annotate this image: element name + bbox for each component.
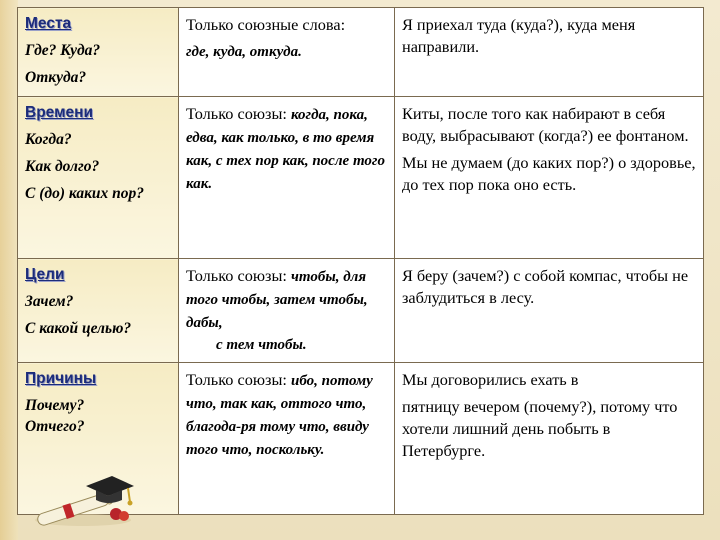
- connector-prefix: Только союзные слова:: [186, 15, 346, 34]
- clause-types-table: [17, 7, 704, 515]
- example-text: Мы не думаем (до каких пор?) о здоровье, до тех пор пока оно есть.: [402, 153, 696, 194]
- example-cell: [395, 259, 704, 363]
- connector-prefix: Только союзы:: [186, 370, 287, 389]
- connector-prefix: Только союзы:: [186, 266, 287, 285]
- example-text: Киты, после того как набирают в себя воду, выбрасывают (когда?) ее фонтаном.: [402, 104, 689, 145]
- example-text: Я беру (зачем?) с собой компас, чтобы не заблудиться в лесу.: [402, 266, 689, 307]
- connector-words-tail: с тем чтобы.: [216, 337, 307, 353]
- example-cell: [395, 363, 704, 515]
- category-title: Причины: [25, 370, 97, 387]
- example-text: Я приехал туда (куда?), куда меня направили.: [402, 15, 636, 56]
- question-text: С (до) каких пор?: [25, 185, 145, 202]
- category-title: Места: [25, 15, 72, 32]
- connector-words: чтобы, для того чтобы, затем чтобы, дабы,: [186, 269, 368, 331]
- connector-cell: [179, 8, 395, 97]
- question-text: Отчего?: [25, 418, 85, 435]
- question-text: Где? Куда?: [25, 42, 101, 59]
- table-row: [18, 97, 704, 259]
- question-text: С какой целью?: [25, 320, 132, 337]
- question-text: Зачем?: [25, 293, 74, 310]
- connector-words: когда, пока, едва, как только, в то время как, с тех пор как, после того как.: [186, 107, 385, 192]
- connector-cell: [179, 363, 395, 515]
- question-text: Почему?: [25, 397, 85, 414]
- question-text: Откуда?: [25, 69, 87, 86]
- question-text: Когда?: [25, 131, 72, 148]
- table-row: [18, 8, 704, 97]
- category-cell: [18, 259, 179, 363]
- question-text: Как долго?: [25, 158, 100, 175]
- example-cell: [395, 8, 704, 97]
- category-cell: [18, 97, 179, 259]
- connector-cell: [179, 97, 395, 259]
- connector-words: ибо, потому что, так как, оттого что, благода-ря тому что, ввиду того что, поскольку.: [186, 373, 373, 458]
- example-cell: [395, 97, 704, 259]
- connector-prefix: Только союзы:: [186, 104, 287, 123]
- example-text: Мы договорились ехать в: [402, 370, 579, 389]
- category-title: Цели: [25, 266, 65, 283]
- graduation-cap-diploma-logo: [28, 468, 138, 528]
- category-cell: [18, 8, 179, 97]
- connector-words: где, куда, откуда.: [186, 44, 302, 60]
- category-title: Времени: [25, 104, 94, 121]
- table-row: [18, 259, 704, 363]
- example-text: пятницу вечером (почему?), потому что хотели лишний день побыть в Петербурге.: [402, 397, 678, 460]
- connector-cell: [179, 259, 395, 363]
